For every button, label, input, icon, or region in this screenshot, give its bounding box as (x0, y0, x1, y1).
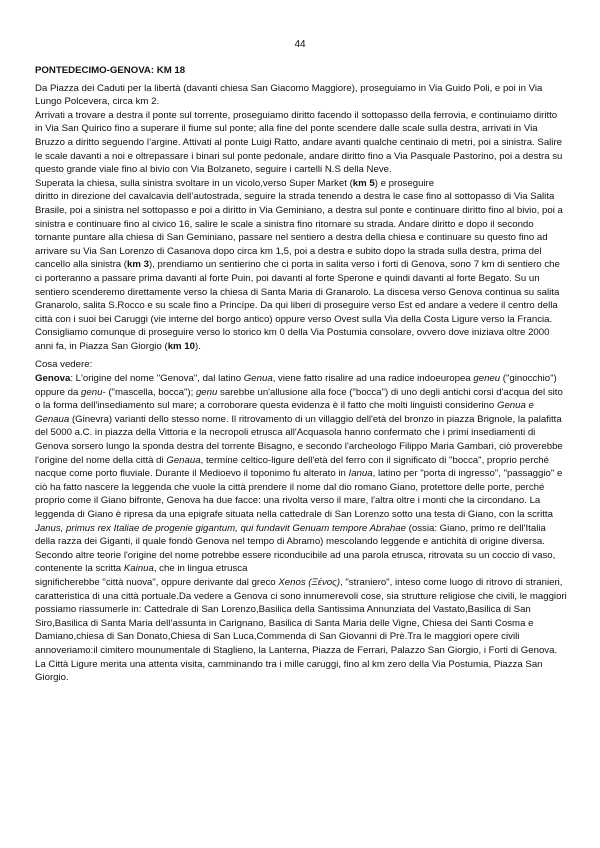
page-number: 44 (294, 39, 306, 50)
route-text: ), prendiamo un sentierino che ci porta in salita verso i forti di Genova, sono 7 km di sentiero che ci porteranno a passare prima davanti al forte Puin, poi davanti al forte Sperone e quindi davanti al forte Begato. Su un sentiero scenderemo direttamente verso la chiesa di Santa Maria di Granarolo. La discesa verso Genova continua su salita Granarolo, salita S.Rocco e su scale fino a Princípe. Da qui liberi di proseguire verso Est ed andare a vedere il centro della città con i suoi bei Caruggi (vie interne del borgo antico) oppure verso Ovest sulla Via della Costa Ligure verso la Francia. Consigliamo comunque di proseguire verso lo storico km 0 della Via Postumia consolare, ovvero dove iniziava oltre 2000 anni fa, in Piazza San Giorgio ( (35, 259, 560, 352)
body-text: - ("mascella, bocca"); (102, 386, 196, 398)
route-text: ) e proseguire (374, 177, 435, 189)
route-text: ). (194, 340, 201, 352)
body-text: : L'origine del nome "Genova", dal latino (70, 373, 244, 385)
body-text: , "straniero", inteso come luogo di ritrovo di stranieri, caratteristica di una città portuale.Da vedere a Genova ci sono innumerevoli cose, sia strutture religiose che civili, le maggiori possiamo riassumerle in: Cattedrale di San Lorenzo,Basilica della Santissima Annunziata del Vastato,Basilica di San Siro,Basilica di Santa Maria dell’assunta in Carignano, Basilica di Santa Maria delle Vigne, Chiesa dei Santi Cosma e Damiano,chiesa di San Donato,Chiesa di San Luca,Commenda di San Giovanni di Prè.Tra le maggiori opere civili annoveriamo:il cimitero mounumentale di Staglieno, la Lanterna, Piazza de Ferrari, Palazzo San Giorgio, i Forti di Genova. La Città Ligure merita una attenta visita, camminando tra i mille caruggi, fino al km zero della Via Postumia, Piazza San Giorgio. (35, 576, 567, 684)
route-paragraph-4 (35, 190, 567, 353)
distance-km5: km 5 (352, 177, 375, 189)
body-text: (Ginevra) varianti dello stesso nome. Il ritrovamento di un villaggio dell'età del bronzo in piazza Brignole, la palafitta del 5000 a.C. in piazza della Vittoria e la necropoli etrusca all'Acquasola hanno confermato che i primi insediamenti di Genova sorsero lungo la sponda destra del torrente Bisagno, e secondo l'archeologo Filippo Maria Gambari, ciò proverebbe l'origine del nome della città di (35, 413, 563, 466)
latin-term: Kainua (123, 563, 154, 575)
latin-term: Ianua (348, 468, 373, 480)
latin-term: Genua (243, 373, 273, 385)
genova-paragraph-2 (35, 576, 567, 685)
latin-term: geneu (473, 373, 501, 385)
latin-term: Genaua (166, 454, 201, 466)
body-text: (ossia: Giano, primo re dell'Italia della razza dei Giganti, il quale fondò Genova nel tempo di Abramo) mescolando leggende e antichità di origine diversa. Secondo altre teorie l'origine del nome potrebbe essere riconducibile ad una parola etrusca, ritrovata su un coccio di vaso, contenente la scritta (35, 522, 556, 575)
section-title: PONTEDECIMO-GENOVA: KM 18 (35, 65, 186, 76)
see-heading: Cosa vedere: (35, 359, 93, 371)
route-paragraph-1: Da Piazza dei Caduti per la libertà (davanti chiesa San Giacomo Maggiore), proseguiamo in Via Guido Poli, e poi in Via Lungo Polcevera, circa km 2. (35, 82, 543, 108)
genova-term: Genova (35, 373, 71, 385)
body-text: , latino per "porta di ingresso", "passaggio" e ciò ha fatto nascere la leggenda che vuole la città prendere il nome dal dio romano Giano, protettore delle porte, perché proprio come il Giano bifronte, Genova ha due facce: una rivolta verso il mare, l'altra oltre i monti che la circondano. La leggenda di Giano è ripresa da una epigrafe situata nella cattedrale di San Lorenzo sotto una testa di Giano, con la scritta (35, 468, 563, 520)
route-text: diritto in direzione del cavalcavia dell’autostrada, seguire la strada tenendo a destra le case fino al sottopasso di Via Salita Brasile, poi a sinistra nel sottopasso e poi a diritto in Via Geminiano, a destra sul ponte e continuare diritto fino al bivio, poi a sinistra e continuare fino al civico 16, salire le scale a sinistra fino ritornare su strada. Andare diritto e dopo il secondo tornante puntare alla chiesa di San Geminiano, passare nel sentiero a destra della chiesa e continuare su questo fino ad arrivare su Via San Lorenzo di Casanova dopo circa km 1,5, poi a destra e subito dopo la strada sulla destra, prima del cancello alla sinistra ( (35, 191, 563, 271)
body-text: , viene fatto risalire ad una radice indoeuropea (272, 373, 474, 385)
body-text: ("ginocchio") oppure da (35, 373, 557, 398)
latin-term: genu (195, 386, 218, 398)
latin-inscription: Janus, primus rex Italiae de progenie gigantum, qui fundavit Genuam tempore Abrahae (35, 522, 406, 534)
distance-km10: km 10 (167, 340, 195, 352)
body-text: significherebbe "città nuova", oppure derivante dal greco (35, 576, 279, 588)
page-content (35, 64, 567, 685)
genova-paragraph (35, 372, 567, 576)
route-text: Superata la chiesa, sulla sinistra svoltare in un vicolo,verso Super Market ( (35, 177, 353, 189)
latin-term: Genua e Genaua (35, 400, 534, 425)
greek-term: Xenos (Ξένος) (278, 576, 341, 588)
latin-term: genu (81, 386, 103, 398)
distance-km3: km 3 (127, 259, 149, 271)
route-paragraph-2: Arrivati a trovare a destra il ponte sul torrente, proseguiamo diritto facendo il sottopasso della ferrovia, e continuiamo diritto in Via San Quirico fino a superare il fiume sul ponte; alla fine del ponte scendere dalle scale sulla destra, arrivati in Via Bruzzo a diritto seguendo l’argine. Attivati al ponte Luigi Ratto, andare avanti qualche centinaio di metri, poi a sinistra. Salire le scale davanti a noi e oltrepassare i binari sul ponte pedonale, andare diritto fino a Via Pasquale Pastorino, poi a destra su questo grande viale fino al bivio con Via Bolzaneto, seguire i cartelli N.S della Neve. (35, 109, 563, 176)
body-text: , termine celtico-ligure dell'età del ferro con il significato di "bocca", proprio perché nacque come porto fluviale. Durante il Medioevo il toponimo fu alterato in (35, 454, 549, 480)
route-paragraph-3 (35, 177, 567, 191)
body-text: , che in lingua etrusca (153, 563, 248, 575)
body-text: sarebbe un'allusione alla foce ("bocca") di uno degli antichi corsi d'acqua del sito o la forma dell'insediamento sul mare; a corroborare questa evidenza è il fatto che molti linguisti considerino (35, 386, 563, 412)
